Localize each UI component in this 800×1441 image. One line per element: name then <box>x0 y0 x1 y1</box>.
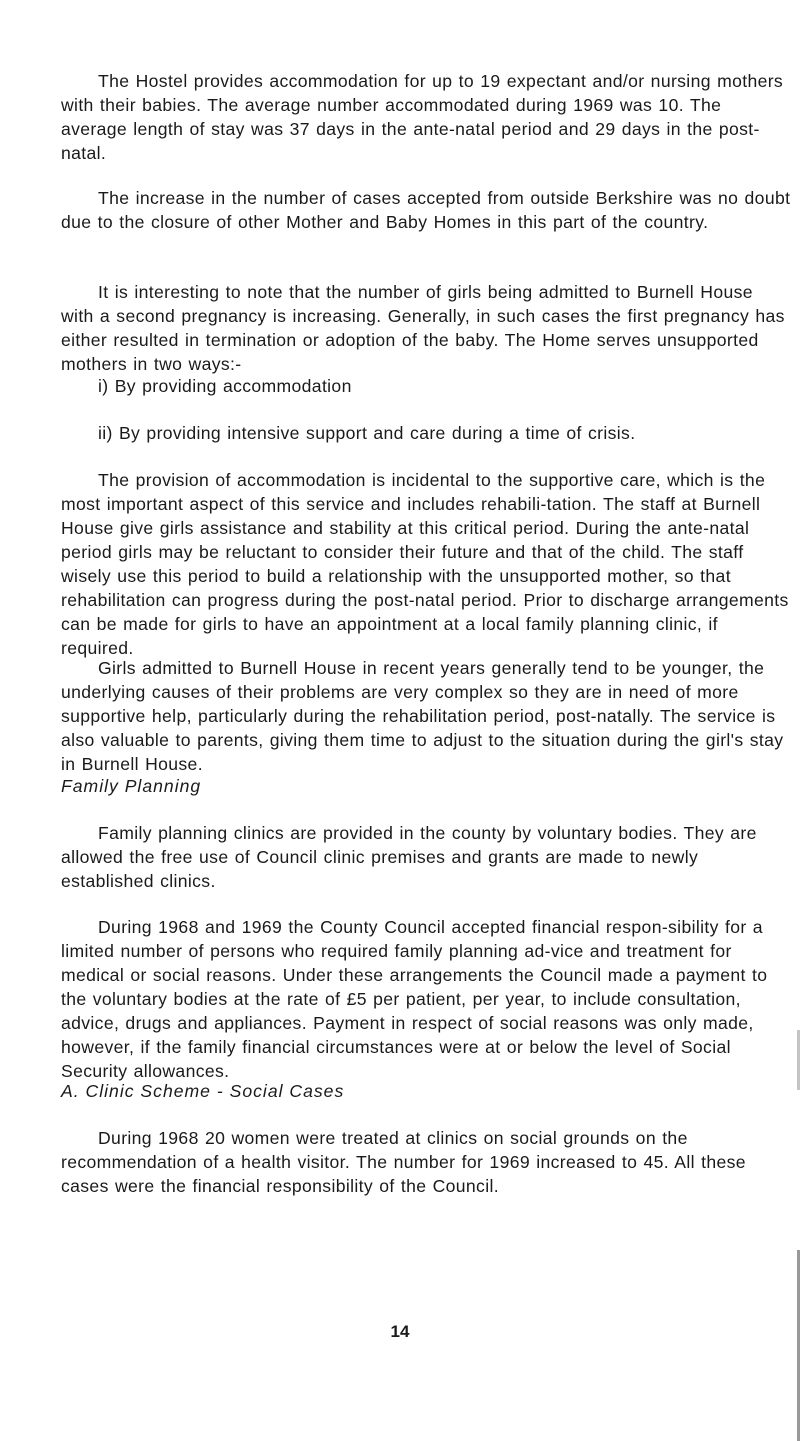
list-item-accommodation: i) By providing accommodation <box>98 376 352 396</box>
section-heading-family-planning: Family Planning <box>61 776 202 796</box>
paragraph-financial-responsibility: During 1968 and 1969 the County Council accepted financial respon-sibility for a limited number of persons who required family planning ad-vice and treatment for medical or social reasons. Under these arrangements the Council made a payment to the voluntary bodies at the rate of £5 per patient, per year, to include consultation, advice, drugs and appliances. Payment in respect of social reasons was only made, however, if the family financial circumstances were at or below the level of Social Security allowances. <box>61 917 768 1081</box>
paragraph-family-planning-clinics: Family planning clinics are provided in the county by voluntary bodies. They are allowed the free use of Council clinic premises and grants are made to newly established clinics. <box>61 823 757 891</box>
page-number: 14 <box>390 1322 410 1341</box>
list-item-intensive-support: ii) By providing intensive support and care during a time of crisis. <box>98 423 636 443</box>
paragraph-supportive-care: The provision of accommodation is incidental to the supportive care, which is the most important aspect of this service and includes rehabili-tation. The staff at Burnell House give girls assistance and stability at this critical period. During the ante-natal period girls may be reluctant to consider their future and that of the child. The staff wisely use this period to build a relationship with the unsupported mother, so that rehabilitation can progress during the post-natal period. Prior to discharge arrangements can be made for girls to have an appointment at a local family planning clinic, if required. <box>61 470 789 658</box>
paragraph-social-cases: During 1968 20 women were treated at clinics on social grounds on the recommendation of a health visitor. The number for 1969 increased to 45. All these cases were the financial responsibility of the Council. <box>61 1128 746 1196</box>
paragraph-hostel-capacity: The Hostel provides accommodation for up to 19 expectant and/or nursing mothers with their babies. The average number accommodated during 1969 was 10. The average length of stay was 37 days in the ante-natal period and 29 days in the post-natal. <box>61 71 784 163</box>
paragraph-second-pregnancy: It is interesting to note that the number of girls being admitted to Burnell House with a second pregnancy is increasing. Generally, in such cases the first pregnancy has either resulted in termination or adoption of the baby. The Home serves unsupported mothers in two ways:- <box>61 282 785 374</box>
paragraph-cases-outside-berkshire: The increase in the number of cases accepted from outside Berkshire was no doubt due to the closure of other Mother and Baby Homes in this part of the country. <box>61 188 791 232</box>
paragraph-younger-girls: Girls admitted to Burnell House in recent years generally tend to be younger, the underlying causes of their problems are very complex so they are in need of more supportive help, particularly during the rehabilitation period, post-natally. The service is also valuable to parents, giving them time to adjust to the situation during the girl's stay in Burnell House. <box>61 658 784 774</box>
section-heading-clinic-scheme: A. Clinic Scheme - Social Cases <box>61 1081 345 1101</box>
